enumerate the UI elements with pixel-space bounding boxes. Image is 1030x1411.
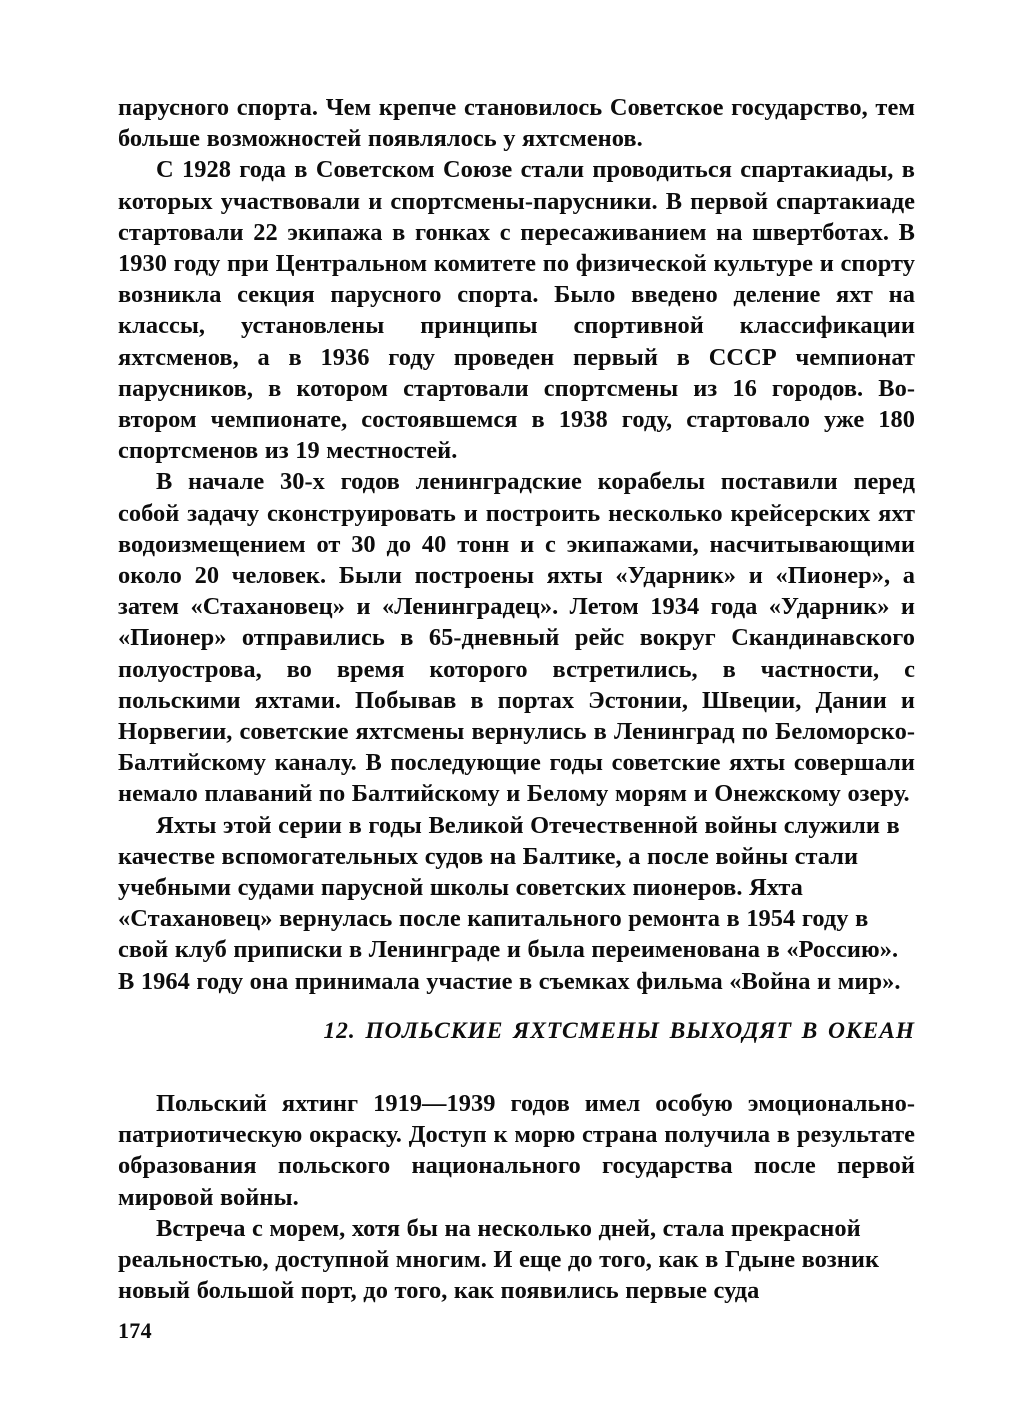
- paragraph-sea-encounter: Встреча с морем, хотя бы на несколько дней, стала прекрасной реальностью, доступной многим. И еще до того, как в Гдыне возник новый большой порт, до того, как появились первые суда: [118, 1214, 880, 1305]
- section-heading: 12. ПОЛЬСКИЕ ЯХТСМЕНЫ ВЫХОДЯТ В ОКЕАН: [323, 1018, 915, 1044]
- paragraph-wartime-yachts: Яхты этой серии в годы Великой Отечественной войны служили в качестве вспомогательных судов на Балтике, а после войны стали учебными судами парусной школы советских пионеров. Яхта «Стахановец» вернулась после капитального ремонта в 1954 году в свой клуб приписки в Ленинграде и была переименована в «Россию». В 1964 году она принимала участие в съемках фильма «Война и мир».: [118, 811, 901, 995]
- main-text-column: [118, 92, 915, 997]
- paragraph-polish-yachting: Польский яхтинг 1919—1939 годов имел особую эмоционально-патриотическую окраску. Доступ к морю страна получила в результате образования польского национального государства после первой мировой войны.: [118, 1090, 915, 1211]
- paragraph-spartakiads: С 1928 года в Советском Союзе стали проводиться спартакиады, в которых участвовали и спортсмены-парусники. В первой спартакиаде стартовали 22 экипажа в гонках с пересаживанием на швертботах. В 1930 году при Центральном комитете по физической культуре и спорту возникла секция парусного спорта. Было введено деление яхт на классы, установлены принципы спортивной классификации яхтсменов, а в 1936 году проведен первый в СССР чемпионат парусников, в котором стартовали спортсмены из 16 городов. Во-втором чемпионате, состоявшемся в 1938 году, стартовало уже 180 спортсменов из 19 местностей.: [118, 156, 915, 465]
- paragraph-continuation: парусного спорта. Чем крепче становилось Советское государство, тем больше возможностей появлялось у яхтсменов.: [118, 94, 915, 153]
- lower-text-column: [118, 1088, 915, 1306]
- paragraph-leningrad-yachts: В начале 30-х годов ленинградские корабелы поставили перед собой задачу сконструировать и построить несколько крейсерских яхт водоизмещением от 30 до 40 тонн и с экипажами, насчитывающими около 20 человек. Были построены яхты «Ударник» и «Пионер», а затем «Стахановец» и «Ленинградец». Летом 1934 года «Ударник» и «Пионер» отправились в 65-дневный рейс вокруг Скандинавского полуострова, во время которого встретились, в частности, с польскими яхтами. Побывав в портах Эстонии, Швеции, Дании и Норвегии, советские яхтсмены вернулись в Ленинград по Беломорско-Балтийскому каналу. В последующие годы советские яхты совершали немало плаваний по Балтийскому и Белому морям и Онежскому озеру.: [118, 468, 915, 808]
- page-number: 174: [118, 1318, 152, 1343]
